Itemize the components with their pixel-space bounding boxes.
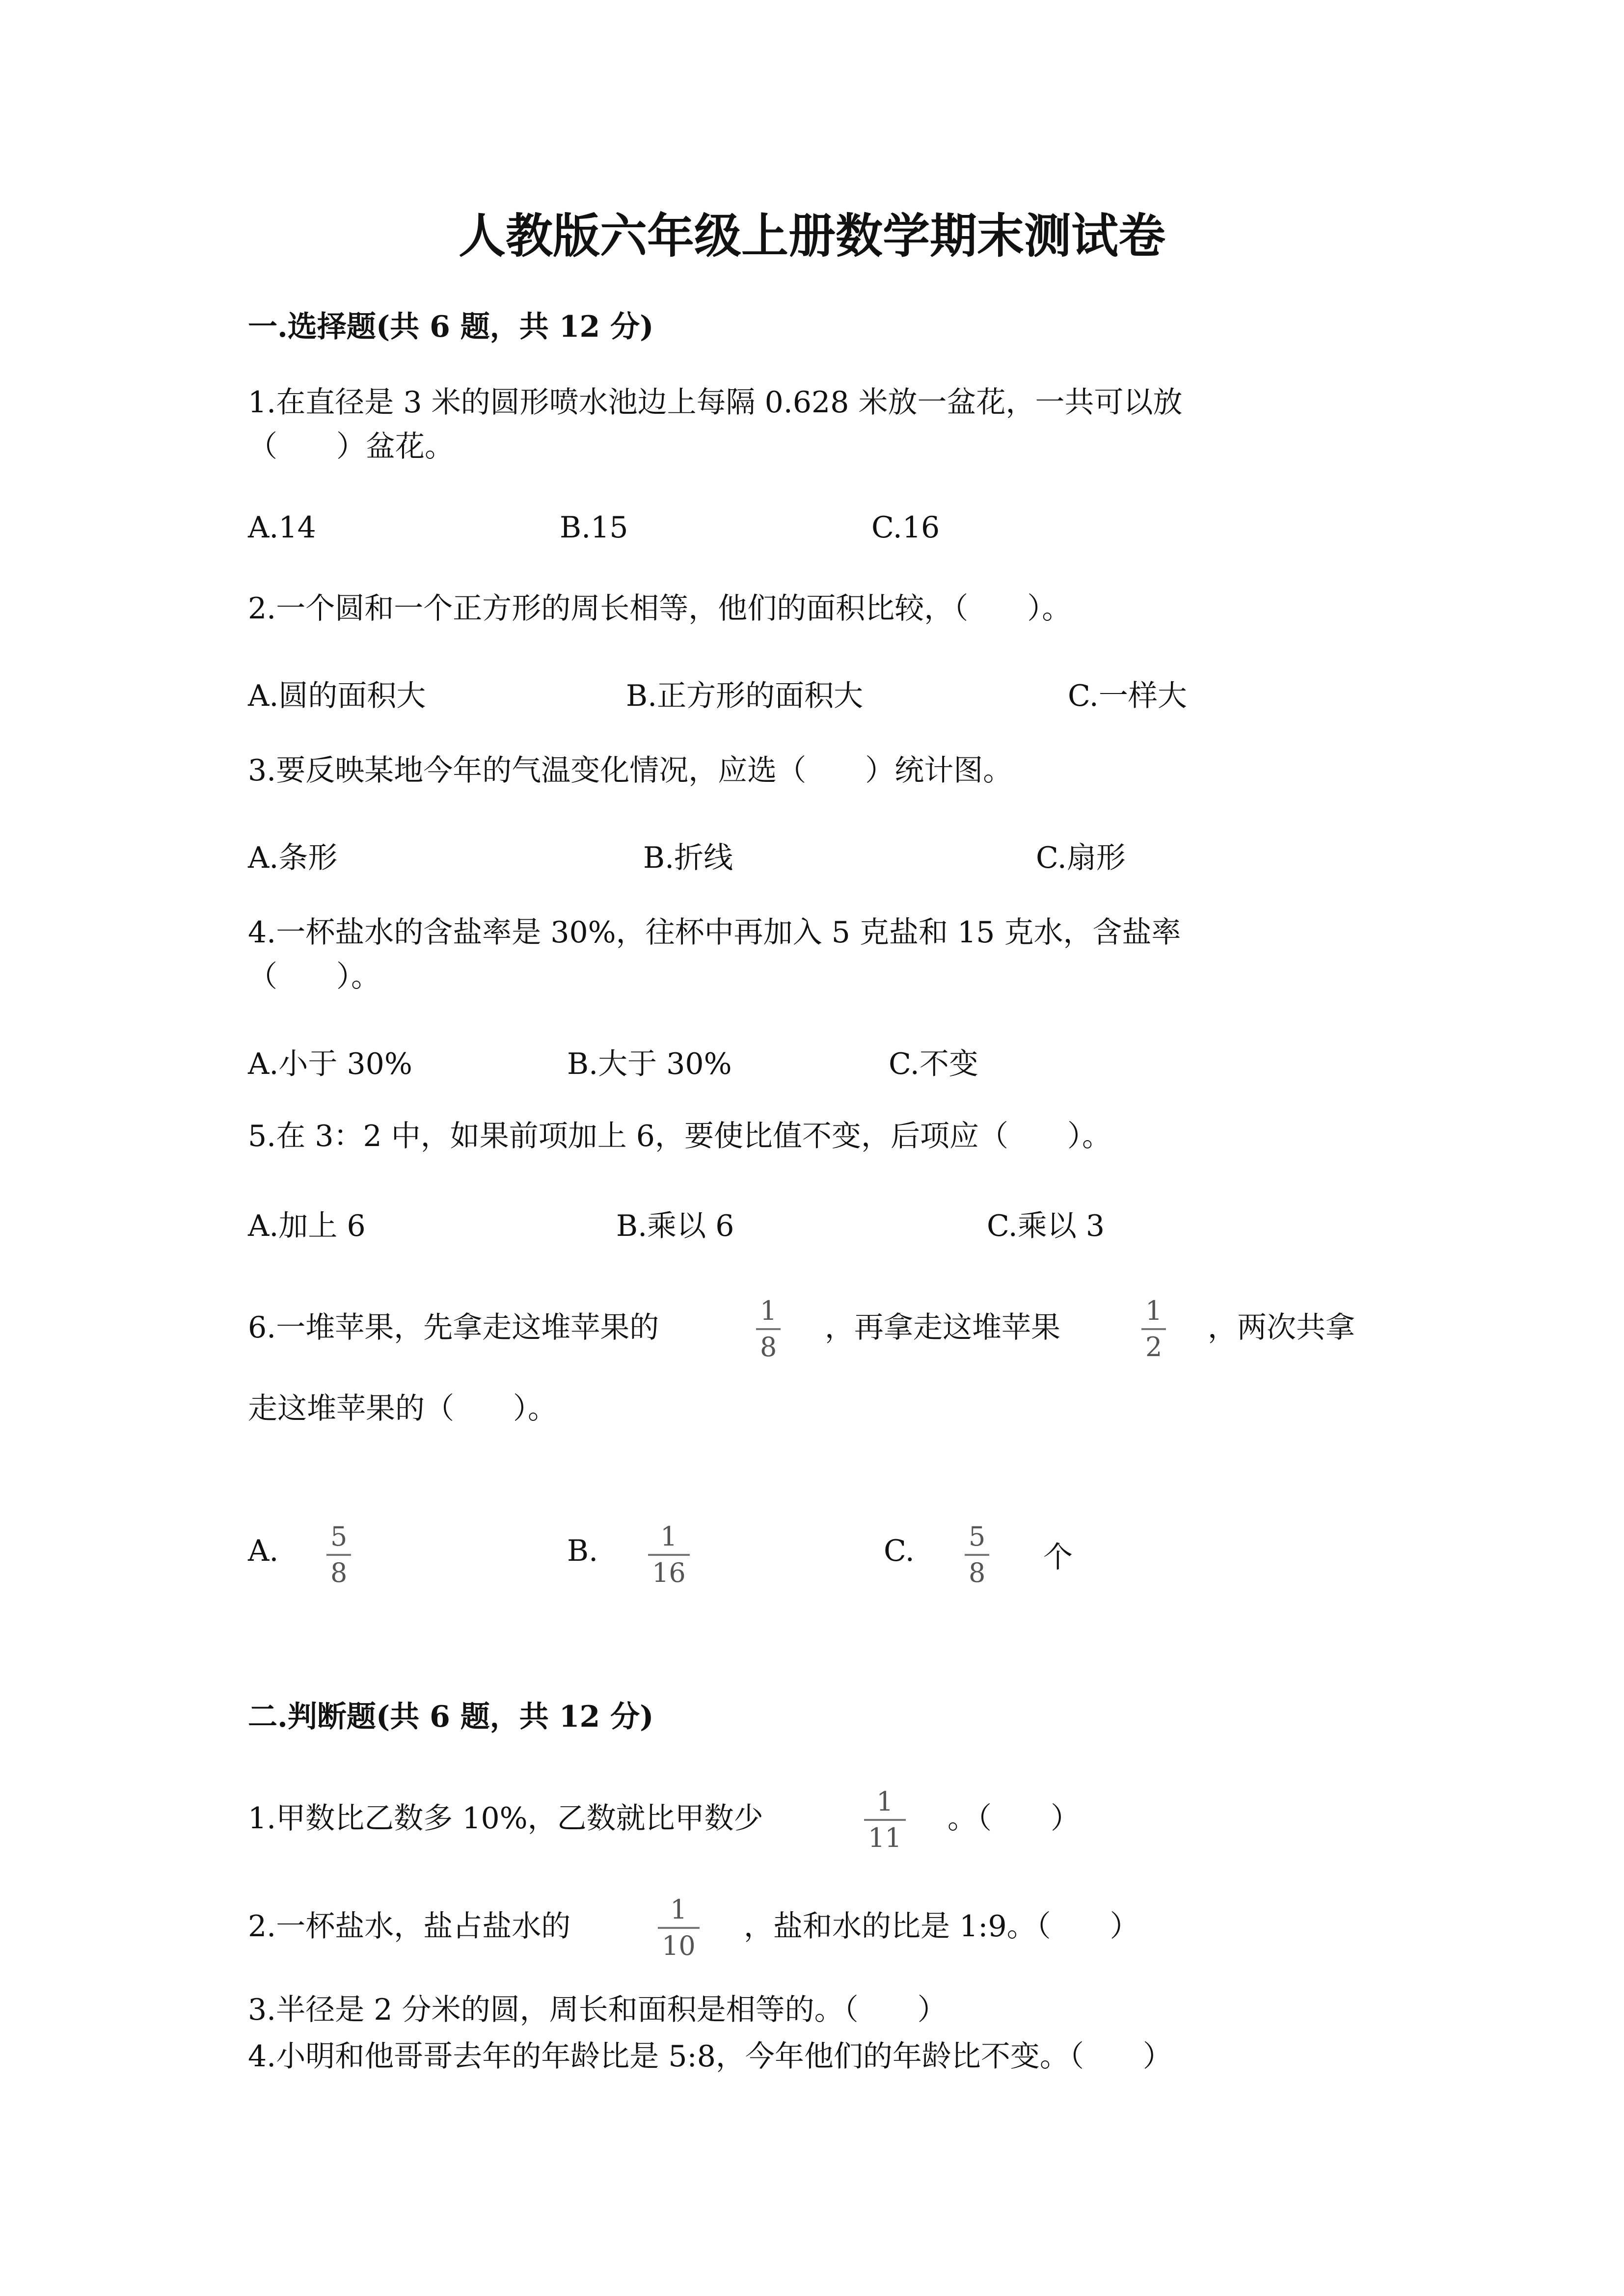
question-4-option-c: C.不变 <box>889 1047 978 1081</box>
question-1-option-b: B.15 <box>560 510 628 545</box>
fraction-bar <box>1141 1328 1166 1330</box>
question-3-text: 3.要反映某地今年的气温变化情况，应选（ ）统计图。 <box>248 753 1013 788</box>
fraction-denominator: 10 <box>662 1930 696 1961</box>
judgment-2-fraction <box>658 1895 700 1961</box>
question-6-option-a-fraction <box>326 1522 351 1588</box>
question-1-option-a: A.14 <box>248 510 316 545</box>
fraction-denominator: 2 <box>1145 1332 1163 1362</box>
fraction-numerator: 5 <box>330 1521 348 1552</box>
fraction-numerator: 1 <box>1145 1295 1163 1326</box>
question-1-line-1: 1.在直径是 3 米的圆形喷水池边上每隔 0.628 米放一盆花，一共可以放 <box>248 385 1183 420</box>
question-6-option-c-label: C. <box>884 1534 915 1568</box>
fraction-denominator: 16 <box>652 1557 686 1588</box>
question-6-fraction-2 <box>1141 1296 1166 1362</box>
fraction-denominator: 8 <box>760 1332 777 1362</box>
question-3-option-a: A.条形 <box>248 841 338 875</box>
judgment-1-part-2: 。（ ） <box>947 1801 1080 1836</box>
question-2-text: 2.一个圆和一个正方形的周长相等，他们的面积比较，（ ）。 <box>248 591 1072 626</box>
question-6-part-1: 6.一堆苹果，先拿走这堆苹果的 <box>248 1310 659 1345</box>
fraction-bar <box>756 1328 781 1330</box>
judgment-4-text: 4.小明和他哥哥去年的年龄比是 5:8，今年他们的年龄比不变。（ ） <box>248 2039 1172 2074</box>
fraction-bar <box>326 1554 351 1556</box>
fraction-numerator: 5 <box>969 1521 986 1552</box>
fraction-bar <box>648 1554 690 1556</box>
question-5-text: 5.在 3：2 中，如果前项加上 6，要使比值不变，后项应（ ）。 <box>248 1119 1111 1153</box>
fraction-numerator: 1 <box>760 1295 777 1326</box>
question-6-option-a-label: A. <box>248 1534 279 1568</box>
question-6-part-3: ，两次共拿 <box>1208 1310 1355 1345</box>
fraction-numerator: 1 <box>660 1521 677 1552</box>
question-6-option-b-fraction <box>648 1522 690 1588</box>
question-6-option-c-fraction <box>965 1522 989 1588</box>
question-4-line-2: （ ）。 <box>248 960 380 994</box>
judgment-3-text: 3.半径是 2 分米的圆，周长和面积是相等的。（ ） <box>248 1993 947 2027</box>
page-title: 人教版六年级上册数学期末测试卷 <box>459 208 1165 264</box>
question-6-part-2: ，再拿走这堆苹果 <box>825 1310 1060 1345</box>
fraction-bar <box>658 1927 700 1929</box>
question-5-option-c: C.乘以 3 <box>987 1209 1105 1243</box>
question-6-fraction-1 <box>756 1296 781 1362</box>
question-6-option-b-label: B. <box>567 1534 598 1568</box>
question-1-option-c: C.16 <box>871 510 940 545</box>
question-6-line-2: 走这堆苹果的（ ）。 <box>248 1391 557 1426</box>
section-heading-choice: 一.选择题(共 6 题，共 12 分) <box>248 310 654 344</box>
fraction-numerator: 1 <box>876 1786 893 1817</box>
question-4-line-1: 4.一杯盐水的含盐率是 30%，往杯中再加入 5 克盐和 15 克水，含盐率 <box>248 915 1181 950</box>
judgment-1-part-1: 1.甲数比乙数多 10%，乙数就比甲数少 <box>248 1801 763 1836</box>
question-4-option-b: B.大于 30% <box>567 1047 732 1081</box>
fraction-bar <box>965 1554 989 1556</box>
section-heading-judgment: 二.判断题(共 6 题，共 12 分) <box>248 1700 654 1734</box>
fraction-numerator: 1 <box>670 1894 687 1925</box>
fraction-denominator: 11 <box>868 1822 902 1853</box>
question-3-option-c: C.扇形 <box>1036 841 1126 875</box>
judgment-2-part-2: ，盐和水的比是 1:9。（ ） <box>744 1909 1139 1944</box>
judgment-2-part-1: 2.一杯盐水，盐占盐水的 <box>248 1909 571 1944</box>
question-5-option-b: B.乘以 6 <box>616 1209 734 1243</box>
question-6-option-c-suffix: 个 <box>1043 1540 1073 1575</box>
fraction-denominator: 8 <box>969 1557 986 1588</box>
question-4-option-a: A.小于 30% <box>248 1047 412 1081</box>
fraction-denominator: 8 <box>330 1557 348 1588</box>
question-2-option-a: A.圆的面积大 <box>248 679 426 713</box>
question-5-option-a: A.加上 6 <box>248 1209 366 1243</box>
question-3-option-b: B.折线 <box>643 841 733 875</box>
fraction-bar <box>864 1819 906 1821</box>
question-1-line-2: （ ）盆花。 <box>248 429 454 464</box>
judgment-1-fraction <box>864 1787 906 1853</box>
question-2-option-b: B.正方形的面积大 <box>626 679 864 713</box>
question-2-option-c: C.一样大 <box>1068 679 1187 713</box>
